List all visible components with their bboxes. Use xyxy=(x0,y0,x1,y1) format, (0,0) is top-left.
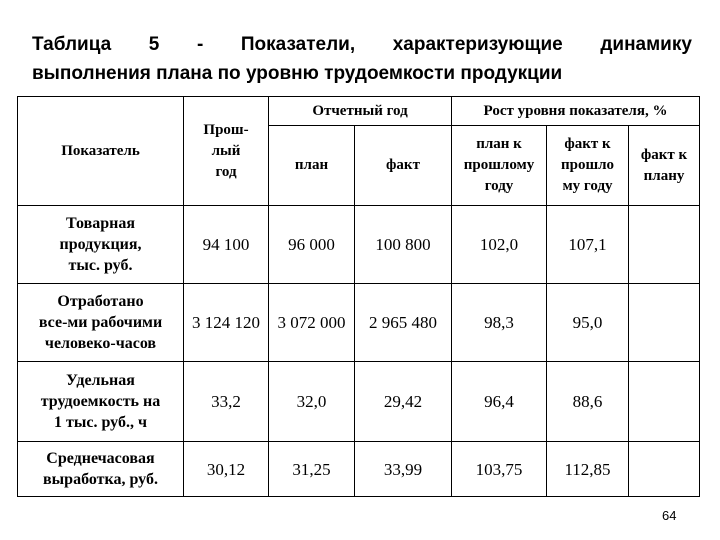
cell-prev-year: 30,12 xyxy=(184,442,269,497)
labor-intensity-table xyxy=(17,96,700,497)
caption-word: динамику xyxy=(600,34,692,55)
row-label: Товарная продукция, тыс. руб. xyxy=(18,206,184,284)
cell-prev-year: 3 124 120 xyxy=(184,284,269,362)
cell-fact-to-prev: 107,1 xyxy=(547,206,629,284)
caption-word: Таблица xyxy=(32,34,112,55)
header-fact-to-prev: факт к прошло му году xyxy=(547,126,629,206)
caption-word: - xyxy=(196,34,204,55)
cell-fact-to-plan xyxy=(629,442,700,497)
cell-plan-to-prev: 102,0 xyxy=(452,206,547,284)
caption-line-1 xyxy=(32,30,692,59)
row-label: Удельная трудоемкость на 1 тыс. руб., ч xyxy=(18,362,184,442)
table-row xyxy=(18,442,700,497)
header-indicator: Показатель xyxy=(18,97,184,206)
cell-fact: 100 800 xyxy=(355,206,452,284)
header-fact-to-plan: факт к плану xyxy=(629,126,700,206)
table-row xyxy=(18,362,700,442)
header-prev-year: Прош- лый год xyxy=(184,97,269,206)
row-label: Отработано все-ми рабочими человеко-часов xyxy=(18,284,184,362)
cell-fact: 29,42 xyxy=(355,362,452,442)
caption-word: характеризующие xyxy=(392,34,563,55)
cell-plan: 32,0 xyxy=(269,362,355,442)
header-plan-to-prev: план к прошлому году xyxy=(452,126,547,206)
row-label: Среднечасовая выработка, руб. xyxy=(18,442,184,497)
caption-word: Показатели, xyxy=(240,34,356,55)
cell-fact-to-prev: 95,0 xyxy=(547,284,629,362)
header-growth: Рост уровня показателя, % xyxy=(452,97,700,126)
header-fact: факт xyxy=(355,126,452,206)
cell-plan: 3 072 000 xyxy=(269,284,355,362)
cell-fact-to-plan xyxy=(629,206,700,284)
cell-plan-to-prev: 103,75 xyxy=(452,442,547,497)
header-plan: план xyxy=(269,126,355,206)
cell-plan-to-prev: 96,4 xyxy=(452,362,547,442)
caption-word: 5 xyxy=(148,34,160,55)
cell-prev-year: 33,2 xyxy=(184,362,269,442)
cell-fact-to-plan xyxy=(629,284,700,362)
cell-plan: 31,25 xyxy=(269,442,355,497)
table-caption xyxy=(32,30,692,88)
table-row xyxy=(18,284,700,362)
cell-prev-year: 94 100 xyxy=(184,206,269,284)
cell-fact-to-prev: 88,6 xyxy=(547,362,629,442)
cell-fact: 2 965 480 xyxy=(355,284,452,362)
table-row xyxy=(18,206,700,284)
cell-fact-to-plan xyxy=(629,362,700,442)
cell-fact-to-prev: 112,85 xyxy=(547,442,629,497)
caption-line-2: выполнения плана по уровню трудоемкости продукции xyxy=(32,63,563,84)
cell-fact: 33,99 xyxy=(355,442,452,497)
header-report-year: Отчетный год xyxy=(269,97,452,126)
cell-plan-to-prev: 98,3 xyxy=(452,284,547,362)
page-number: 64 xyxy=(662,508,677,523)
cell-plan: 96 000 xyxy=(269,206,355,284)
header-row-1 xyxy=(18,97,700,126)
